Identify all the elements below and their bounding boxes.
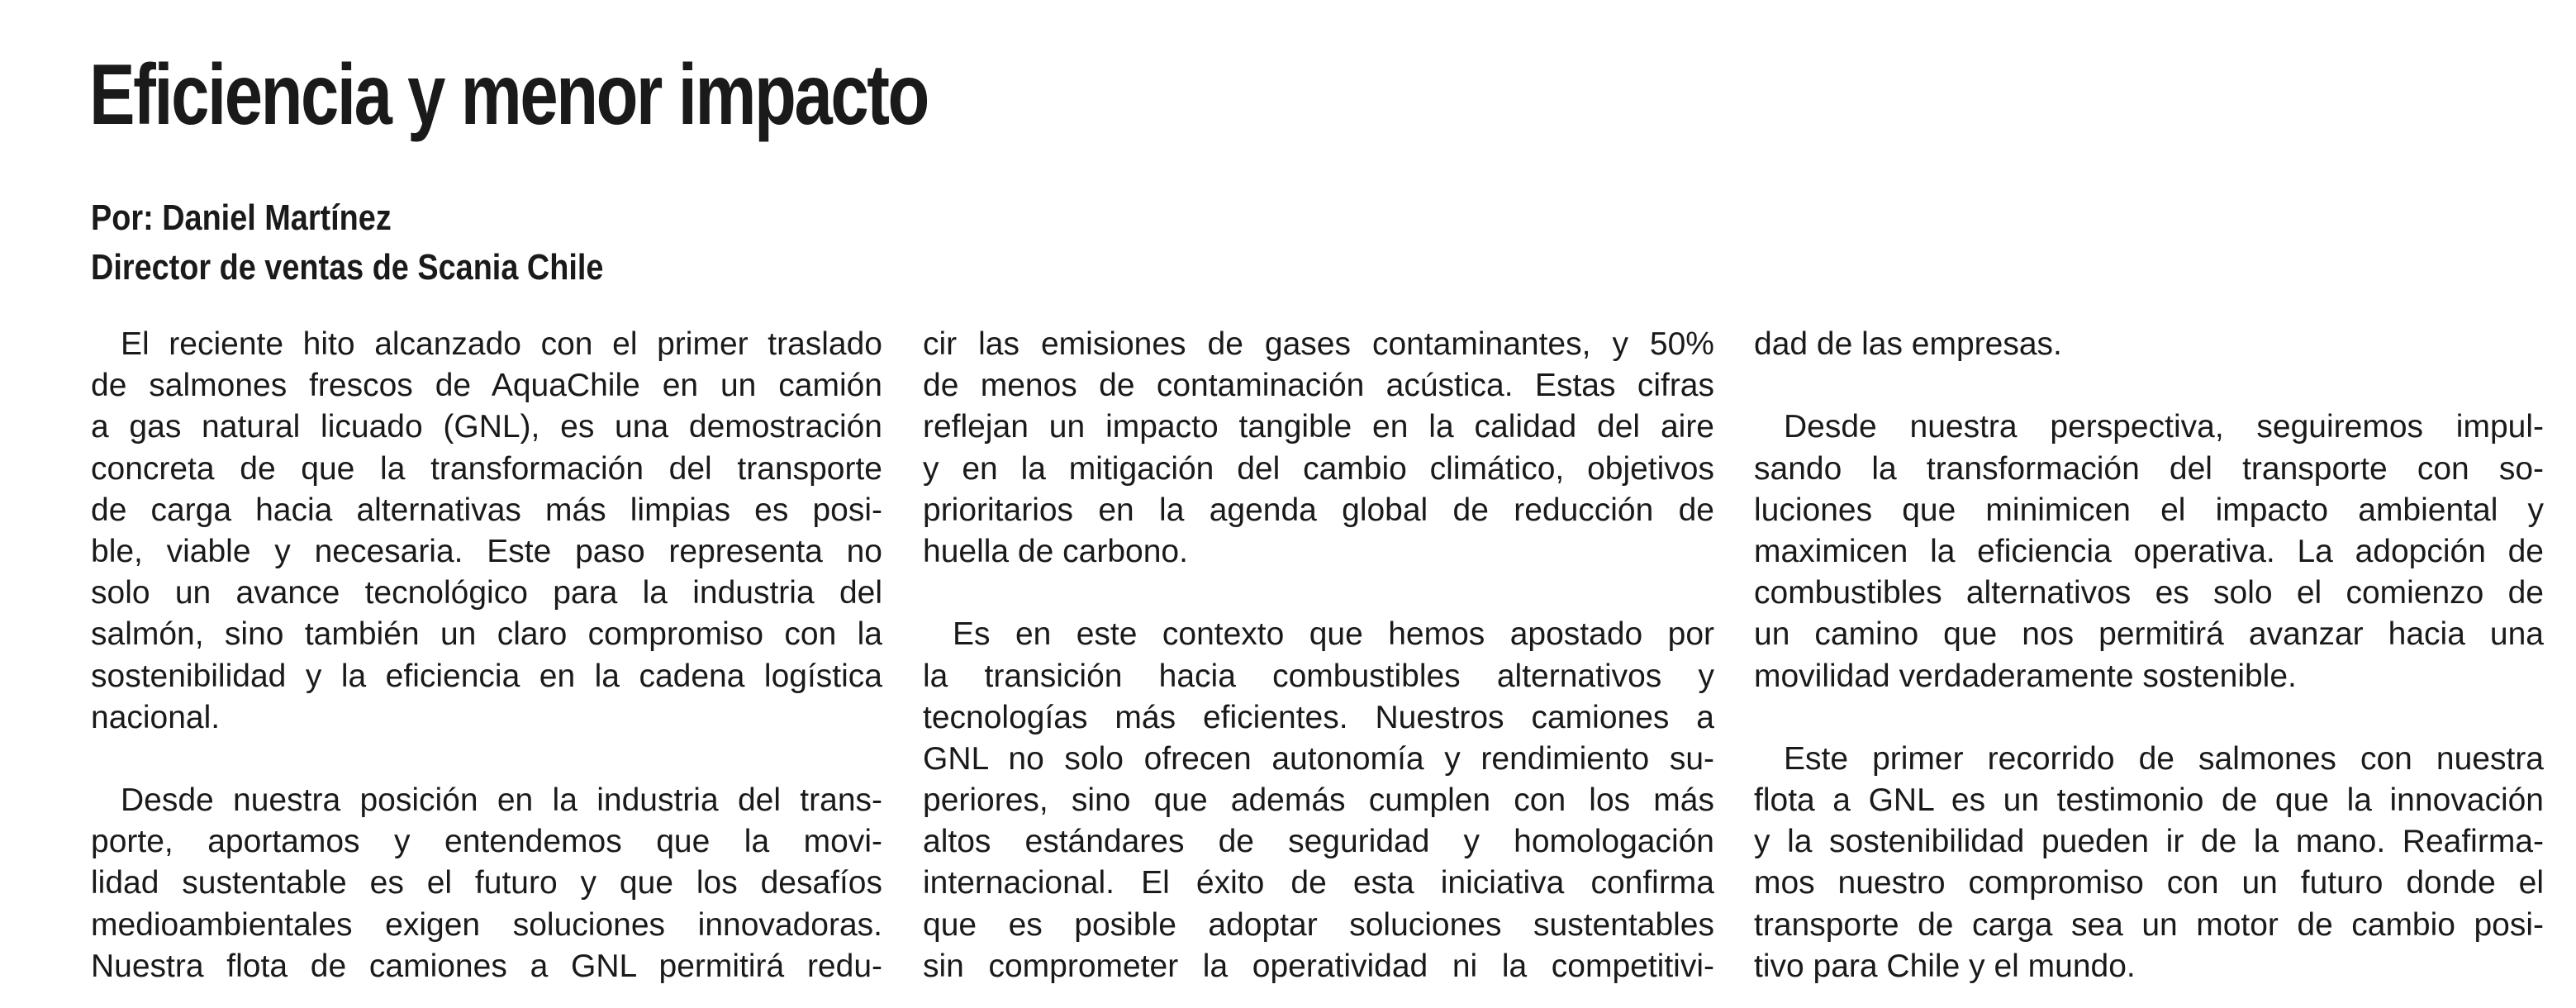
text-line: sostenibilidad y la eficiencia en la cadena logística	[91, 658, 882, 694]
text-line: lidad sustentable es el futuro y que los desafíos	[91, 865, 882, 901]
byline	[91, 193, 603, 292]
text-line: y la sostenibilidad pueden ir de la mano. Reafirma-	[1754, 824, 2544, 860]
text-line: a gas natural licuado (GNL), es una demostración	[91, 409, 882, 445]
paragraph-gap	[1754, 365, 2544, 407]
text-line: GNL no solo ofrecen autonomía y rendimiento su-	[923, 740, 1714, 777]
text-line: transporte de carga sea un motor de cambio posi-	[1754, 906, 2544, 943]
text-line: Nuestra flota de camiones a GNL permitirá redu-	[91, 948, 882, 984]
text-line: flota a GNL es un testimonio de que la innovación	[1754, 782, 2544, 819]
text-line: cir las emisiones de gases contaminantes, y 50%	[923, 326, 1714, 362]
text-column-2	[923, 324, 1714, 987]
text-line: Este primer recorrido de salmones con nuestra	[1784, 740, 2544, 777]
paragraph-gap	[91, 739, 882, 780]
text-line: porte, aportamos y entendemos que la movi-	[91, 824, 882, 860]
text-line: nacional.	[91, 699, 221, 735]
text-line: Desde nuestra perspectiva, seguiremos impul-	[1784, 409, 2544, 445]
text-line: internacional. El éxito de esta iniciativa confirma	[923, 865, 1714, 901]
article-title: Eficiencia y menor impacto	[89, 47, 928, 143]
text-line: huella de carbono.	[923, 533, 1188, 569]
text-line: periores, sino que además cumplen con los más	[923, 782, 1714, 819]
text-line: El reciente hito alcanzado con el primer traslado	[121, 326, 882, 362]
text-line: un camino que nos permitirá avanzar hacia una	[1754, 616, 2544, 653]
paragraph-gap	[1754, 697, 2544, 739]
text-line: solo un avance tecnológico para la industria del	[91, 575, 882, 611]
paragraph-gap	[923, 573, 1714, 614]
text-line: y en la mitigación del cambio climático, objetivos	[923, 450, 1714, 487]
author-role: Director de ventas de Scania Chile	[91, 247, 604, 288]
text-line: tivo para Chile y el mundo.	[1754, 948, 2136, 984]
text-line: de menos de contaminación acústica. Estas cifras	[923, 368, 1714, 404]
text-line: salmón, sino también un claro compromiso con la	[91, 616, 882, 653]
text-line: mos nuestro compromiso con un futuro donde el	[1754, 865, 2544, 901]
text-line: dad de las empresas.	[1754, 326, 2062, 362]
text-line: Desde nuestra posición en la industria del trans-	[121, 782, 882, 819]
author-name: Por: Daniel Martínez	[91, 197, 392, 238]
text-line: altos estándares de seguridad y homologación	[923, 824, 1714, 860]
text-line: prioritarios en la agenda global de reducción de	[923, 492, 1714, 528]
text-line: tecnologías más eficientes. Nuestros camiones a	[923, 699, 1714, 735]
text-line: movilidad verdaderamente sostenible.	[1754, 658, 2297, 694]
text-column-1	[91, 324, 882, 987]
text-column-3	[1754, 324, 2544, 987]
text-line: luciones que minimicen el impacto ambiental y	[1754, 492, 2544, 528]
text-line: ble, viable y necesaria. Este paso representa no	[91, 533, 882, 569]
text-line: sin comprometer la operatividad ni la competitivi-	[923, 948, 1714, 984]
text-line: combustibles alternativos es solo el comienzo de	[1754, 575, 2544, 611]
text-line: reflejan un impacto tangible en la calidad del aire	[923, 409, 1714, 445]
text-line: de carga hacia alternativas más limpias es posi-	[91, 492, 882, 528]
text-line: sando la transformación del transporte con so-	[1754, 450, 2544, 487]
text-line: medioambientales exigen soluciones innovadoras.	[91, 906, 882, 943]
text-line: concreta de que la transformación del transporte	[91, 450, 882, 487]
text-line: de salmones frescos de AquaChile en un camión	[91, 368, 882, 404]
text-line: Es en este contexto que hemos apostado por	[953, 616, 1714, 653]
text-line: maximicen la eficiencia operativa. La adopción de	[1754, 533, 2544, 569]
text-line: que es posible adoptar soluciones sustentables	[923, 906, 1714, 943]
text-line: la transición hacia combustibles alternativos y	[923, 658, 1714, 694]
